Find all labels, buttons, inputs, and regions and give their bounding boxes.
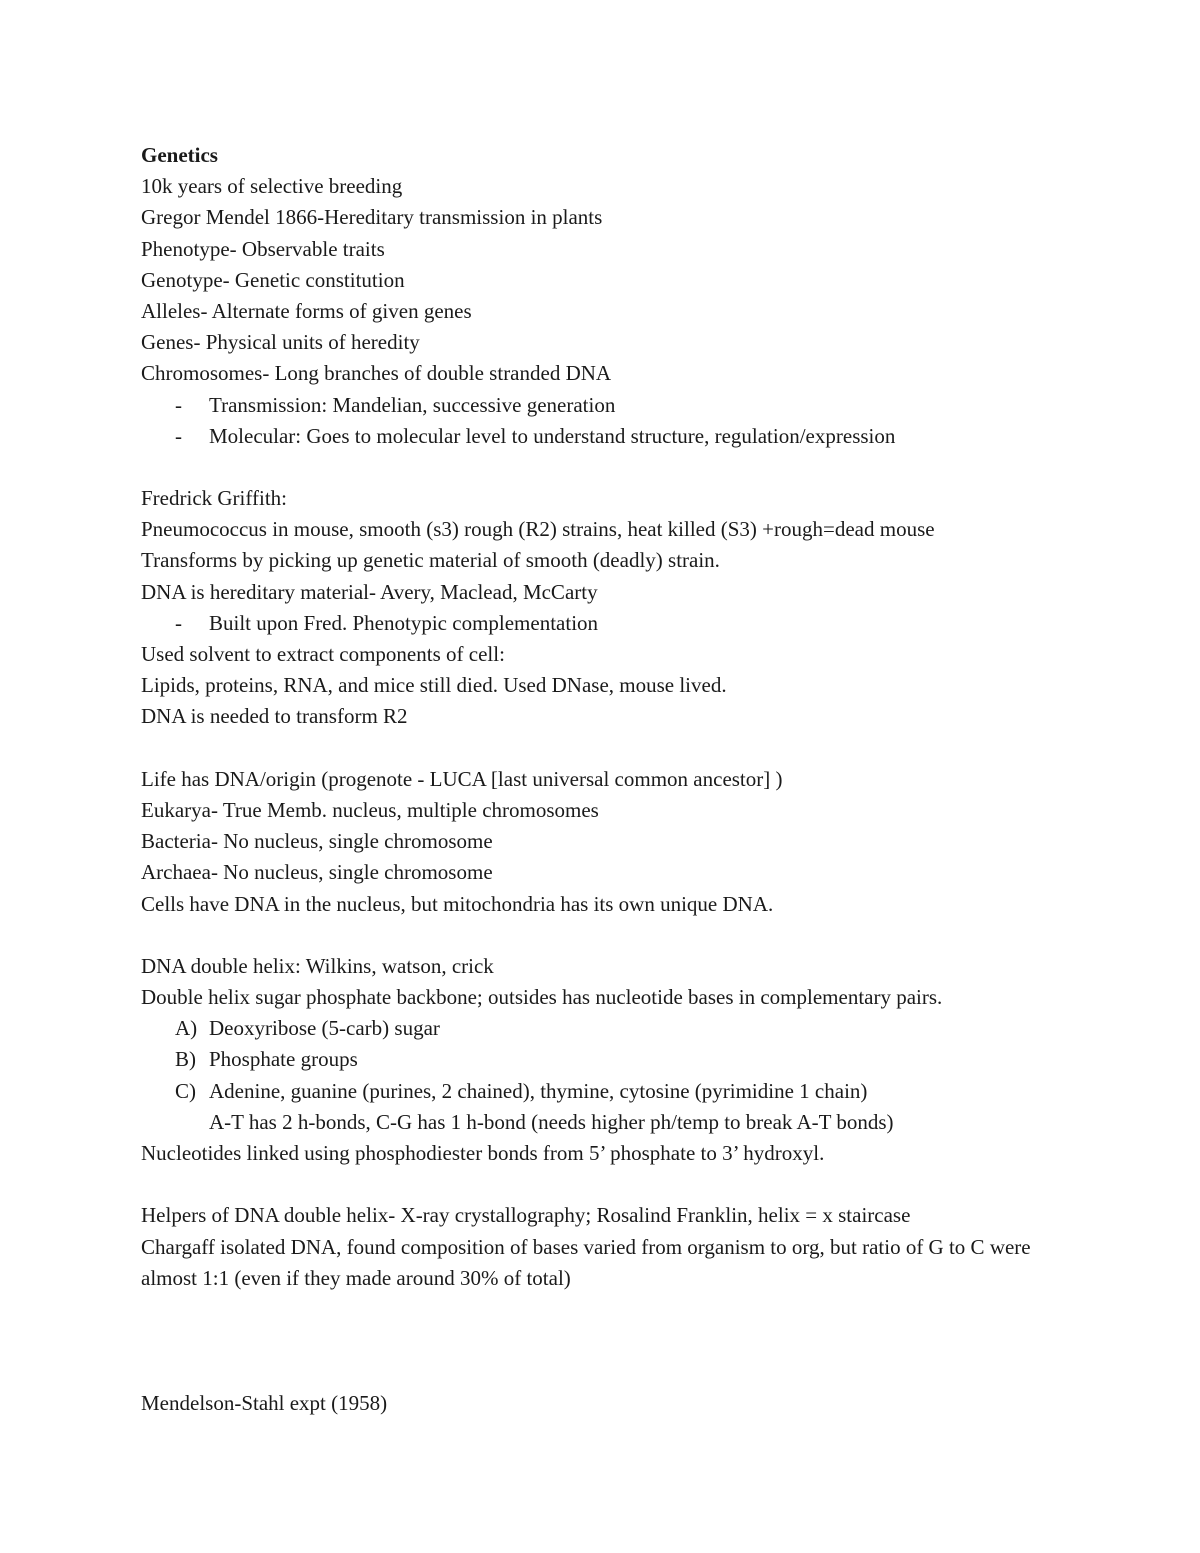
list-subline: A-T has 2 h-bonds, C-G has 1 h-bond (needs higher ph/temp to break A-T bonds) — [209, 1109, 894, 1134]
list-marker: A) — [175, 1016, 198, 1041]
text-line: Archaea- No nucleus, single chromosome — [141, 860, 493, 885]
bullet-text: Transmission: Mandelian, successive generation — [209, 392, 616, 417]
list-item — [141, 1044, 1141, 1075]
bullet-marker: - — [175, 610, 182, 635]
text-line: Nucleotides linked using phosphodiester bonds from 5’ phosphate to 3’ hydroxyl. — [141, 1141, 825, 1165]
text-line: Gregor Mendel 1866-Hereditary transmission in plants — [141, 205, 603, 230]
document-title: Genetics — [141, 143, 218, 167]
text-line: 10k years of selective breeding — [141, 174, 403, 199]
text-line: Eukarya- True Memb. nucleus, multiple chromosomes — [141, 797, 599, 822]
text-line: Chromosomes- Long branches of double stranded DNA — [141, 361, 612, 386]
spacer — [141, 1294, 1141, 1388]
spacer — [141, 1169, 1141, 1200]
bullet-text: Molecular: Goes to molecular level to understand structure, regulation/expression — [209, 423, 896, 448]
list-item — [141, 1013, 1141, 1044]
text-line: Mendelson-Stahl expt (1958) — [141, 1390, 388, 1415]
text-line: Alleles- Alternate forms of given genes — [141, 298, 472, 323]
text-line: Transforms by picking up genetic material of smooth (deadly) strain. — [141, 548, 720, 573]
bullet-item — [141, 608, 1141, 639]
list-text: Deoxyribose (5-carb) sugar — [209, 1016, 440, 1041]
text-line: Used solvent to extract components of cell: — [141, 642, 505, 666]
text-line: Fredrick Griffith: — [141, 486, 287, 511]
bullet-item — [141, 390, 1141, 421]
text-line: DNA is needed to transform R2 — [141, 704, 408, 729]
text-line: Phenotype- Observable traits — [141, 236, 385, 261]
text-line: Bacteria- No nucleus, single chromosome — [141, 829, 493, 854]
list-marker: C) — [175, 1078, 196, 1103]
text-line: Pneumococcus in mouse, smooth (s3) rough (R2) strains, heat killed (S3) +rough=dead mouse — [141, 517, 935, 542]
list-marker: B) — [175, 1047, 196, 1072]
spacer — [141, 920, 1141, 951]
text-line: Lipids, proteins, RNA, and mice still died. Used DNase, mouse lived. — [141, 673, 727, 698]
bullet-item — [141, 421, 1141, 452]
bullet-marker: - — [175, 423, 182, 448]
list-text: Adenine, guanine (purines, 2 chained), thymine, cytosine (pyrimidine 1 chain) — [209, 1078, 868, 1103]
spacer — [141, 733, 1141, 764]
list-text: Phosphate groups — [209, 1047, 358, 1072]
document-body — [141, 140, 1141, 1419]
text-line: DNA is hereditary material- Avery, Maclead, McCarty — [141, 579, 598, 604]
bullet-text: Built upon Fred. Phenotypic complementation — [209, 610, 599, 635]
list-item — [141, 1076, 1141, 1107]
text-line: Helpers of DNA double helix- X-ray crystallography; Rosalind Franklin, helix = x staircase — [141, 1203, 911, 1228]
text-paragraph: Chargaff isolated DNA, found composition of bases varied from organism to org, but ratio of G to C were almost 1:1 (even if they made around 30% of total) — [141, 1234, 1031, 1290]
text-line: Life has DNA/origin (progenote - LUCA [last universal common ancestor] ) — [141, 766, 783, 791]
bullet-marker: - — [175, 392, 182, 417]
text-line: DNA double helix: Wilkins, watson, crick — [141, 953, 494, 978]
spacer — [141, 452, 1141, 483]
text-line: Cells have DNA in the nucleus, but mitochondria has its own unique DNA. — [141, 891, 774, 916]
text-line: Genotype- Genetic constitution — [141, 267, 405, 292]
text-line: Genes- Physical units of heredity — [141, 330, 420, 355]
text-line: Double helix sugar phosphate backbone; outsides has nucleotide bases in complementary pairs. — [141, 985, 943, 1010]
